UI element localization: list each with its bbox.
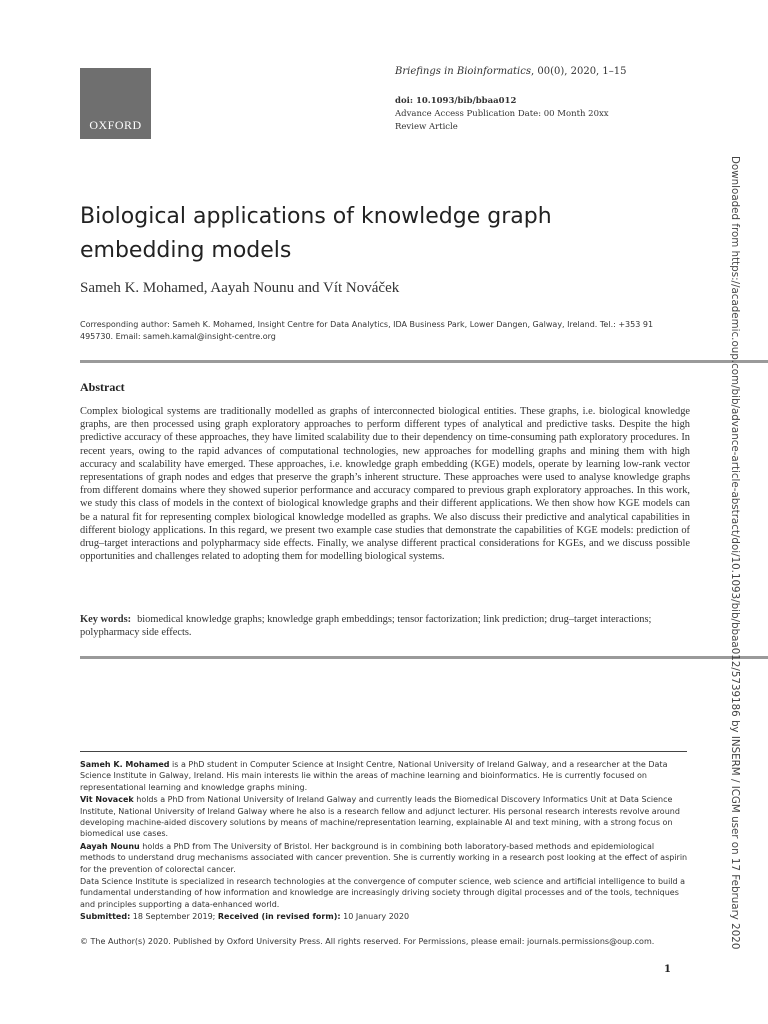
bio-text: is a PhD student in Computer Science at Insight Centre, National University of Ireland Galway, and a researcher at the Data Science Institute in Galway, Ireland. His main interests lie within the areas of machine learning and bioinformatics. He is currently focused on representational learning and knowledge graphs mining. [80,760,668,792]
footnote-divider [80,751,687,752]
bio-text: holds a PhD from National University of Ireland Galway and currently leads the Biomedical Discovery Informatics Unit at Data Science Institute, National University of Ireland Galway where he also is a research fellow and adjunct lecturer. His personal research interests revolve around developing machine-aided discovery solutions by means of machine/representation learning, explainable AI and text mining, with a strong focus on biomedical use cases. [80,795,680,839]
submission-dates [80,911,690,922]
copyright-notice: © The Author(s) 2020. Published by Oxford University Press. All rights reserved. For Permissions, please email: journals.permissions@oup.com. [80,937,655,946]
institute-note [80,876,690,910]
doi: doi: 10.1093/bib/bbaa012 [395,96,517,106]
oxford-logo-text: OXFORD [89,118,142,132]
bio-nounu [80,841,690,875]
keywords-text: biomedical knowledge graphs; knowledge graph embeddings; tensor factorization; link prediction; drug–target interactions; polypharmacy side effects. [80,614,652,639]
bio-name: Vit Novacek [80,795,134,805]
abstract-heading: Abstract [80,380,125,394]
bio-text: holds a PhD from The University of Bristol. Her background is in combining both laboratory-based methods and epidemiological methods to understand drug mechanisms associated with cancer prevention. She is currently working in a research post looking at the effect of aspirin for the prevention of colorectal cancer. [80,841,688,874]
bio-name: Aayah Nounu [80,841,140,851]
bio-novacek [80,794,690,840]
author-bios [80,759,690,924]
submitted-label: Submitted: [80,912,131,922]
author-list: Sameh K. Mohamed, Aayah Nounu and Vít Nováček [80,280,400,296]
page-number: 1 [664,964,671,975]
keywords-label: Key words: [80,614,132,625]
journal-citation [395,66,627,77]
institute-text: Data Science Institute is specialized in research technologies at the convergence of computer science, web science and artificial intelligence to build a fundamental understanding of how information and knowledge are increasingly driving society through digital processes and of the tools, techniques and principles supporting a data-enhanced world. [80,877,686,909]
article-type: Review Article [395,122,458,132]
top-divider [80,360,768,363]
abstract-text: Complex biological systems are traditionally modelled as graphs of interconnected biological entities. These graphs, i.e. biological knowledge graphs, are then processed using graph exploratory approaches to perform different types of analytical and predictive tasks. Despite the high predictive accuracy of these approaches, they have limited scalability due to their dependency on time-consuming path exploratory procedures. In recent years, owing to the rapid advances of computational technologies, new approaches for modelling graphs and mining them with high accuracy and scalability have emerged. These approaches, i.e. knowledge graph embedding (KGE) models, operate by learning low-rank vector representations of graph nodes and edges that preserve the graph’s inherent structure. These approaches were used to analyse knowledge graphs from different domains where they showed superior performance and accuracy compared to previous graph exploratory approaches. In this work, we study this class of models in the context of biological knowledge graphs and their different applications. We then show how KGE models can be a natural fit for representing complex biological knowledge modelled as graphs. We also discuss their predictive and analytical capabilities in different biology applications. In this regard, we present two example case studies that demonstrate the capabilities of KGE models: prediction of drug–target interactions and polypharmacy side effects. Finally, we analyse different practical considerations for KGEs, and we discuss possible opportunities and challenges related to adopting them for modelling biological systems. [80,406,690,563]
article-meta [395,95,609,134]
publication-date: Advance Access Publication Date: 00 Month 20xx [395,109,609,119]
bio-mohamed [80,759,690,793]
submitted-date: 18 September 2019; [130,912,218,922]
received-label: Received (in revised form): [217,912,341,922]
oxford-logo [80,68,151,139]
journal-name: Briefings in Bioinformatics [395,66,531,77]
bio-name: Sameh K. Mohamed [80,760,170,769]
received-date: 10 January 2020 [340,912,410,922]
article-title: Biological applications of knowledge graph embedding models [80,204,552,263]
bottom-divider [80,656,768,659]
keywords [80,613,690,639]
corresponding-author: Corresponding author: Sameh K. Mohamed, Insight Centre for Data Analytics, IDA Business Park, Lower Dangen, Galway, Ireland. Tel.: +353 91 495730. Email: sameh.kamal@insight-centre.org [80,320,654,341]
download-watermark: Downloaded from https://academic.oup.com/bib/advance-article-abstract/doi/10.1093/bib/bbaa012/5739186 by INSERM / ICGM user on 17 February 2020 [729,156,741,950]
journal-issue: , 00(0), 2020, 1–15 [531,66,627,77]
